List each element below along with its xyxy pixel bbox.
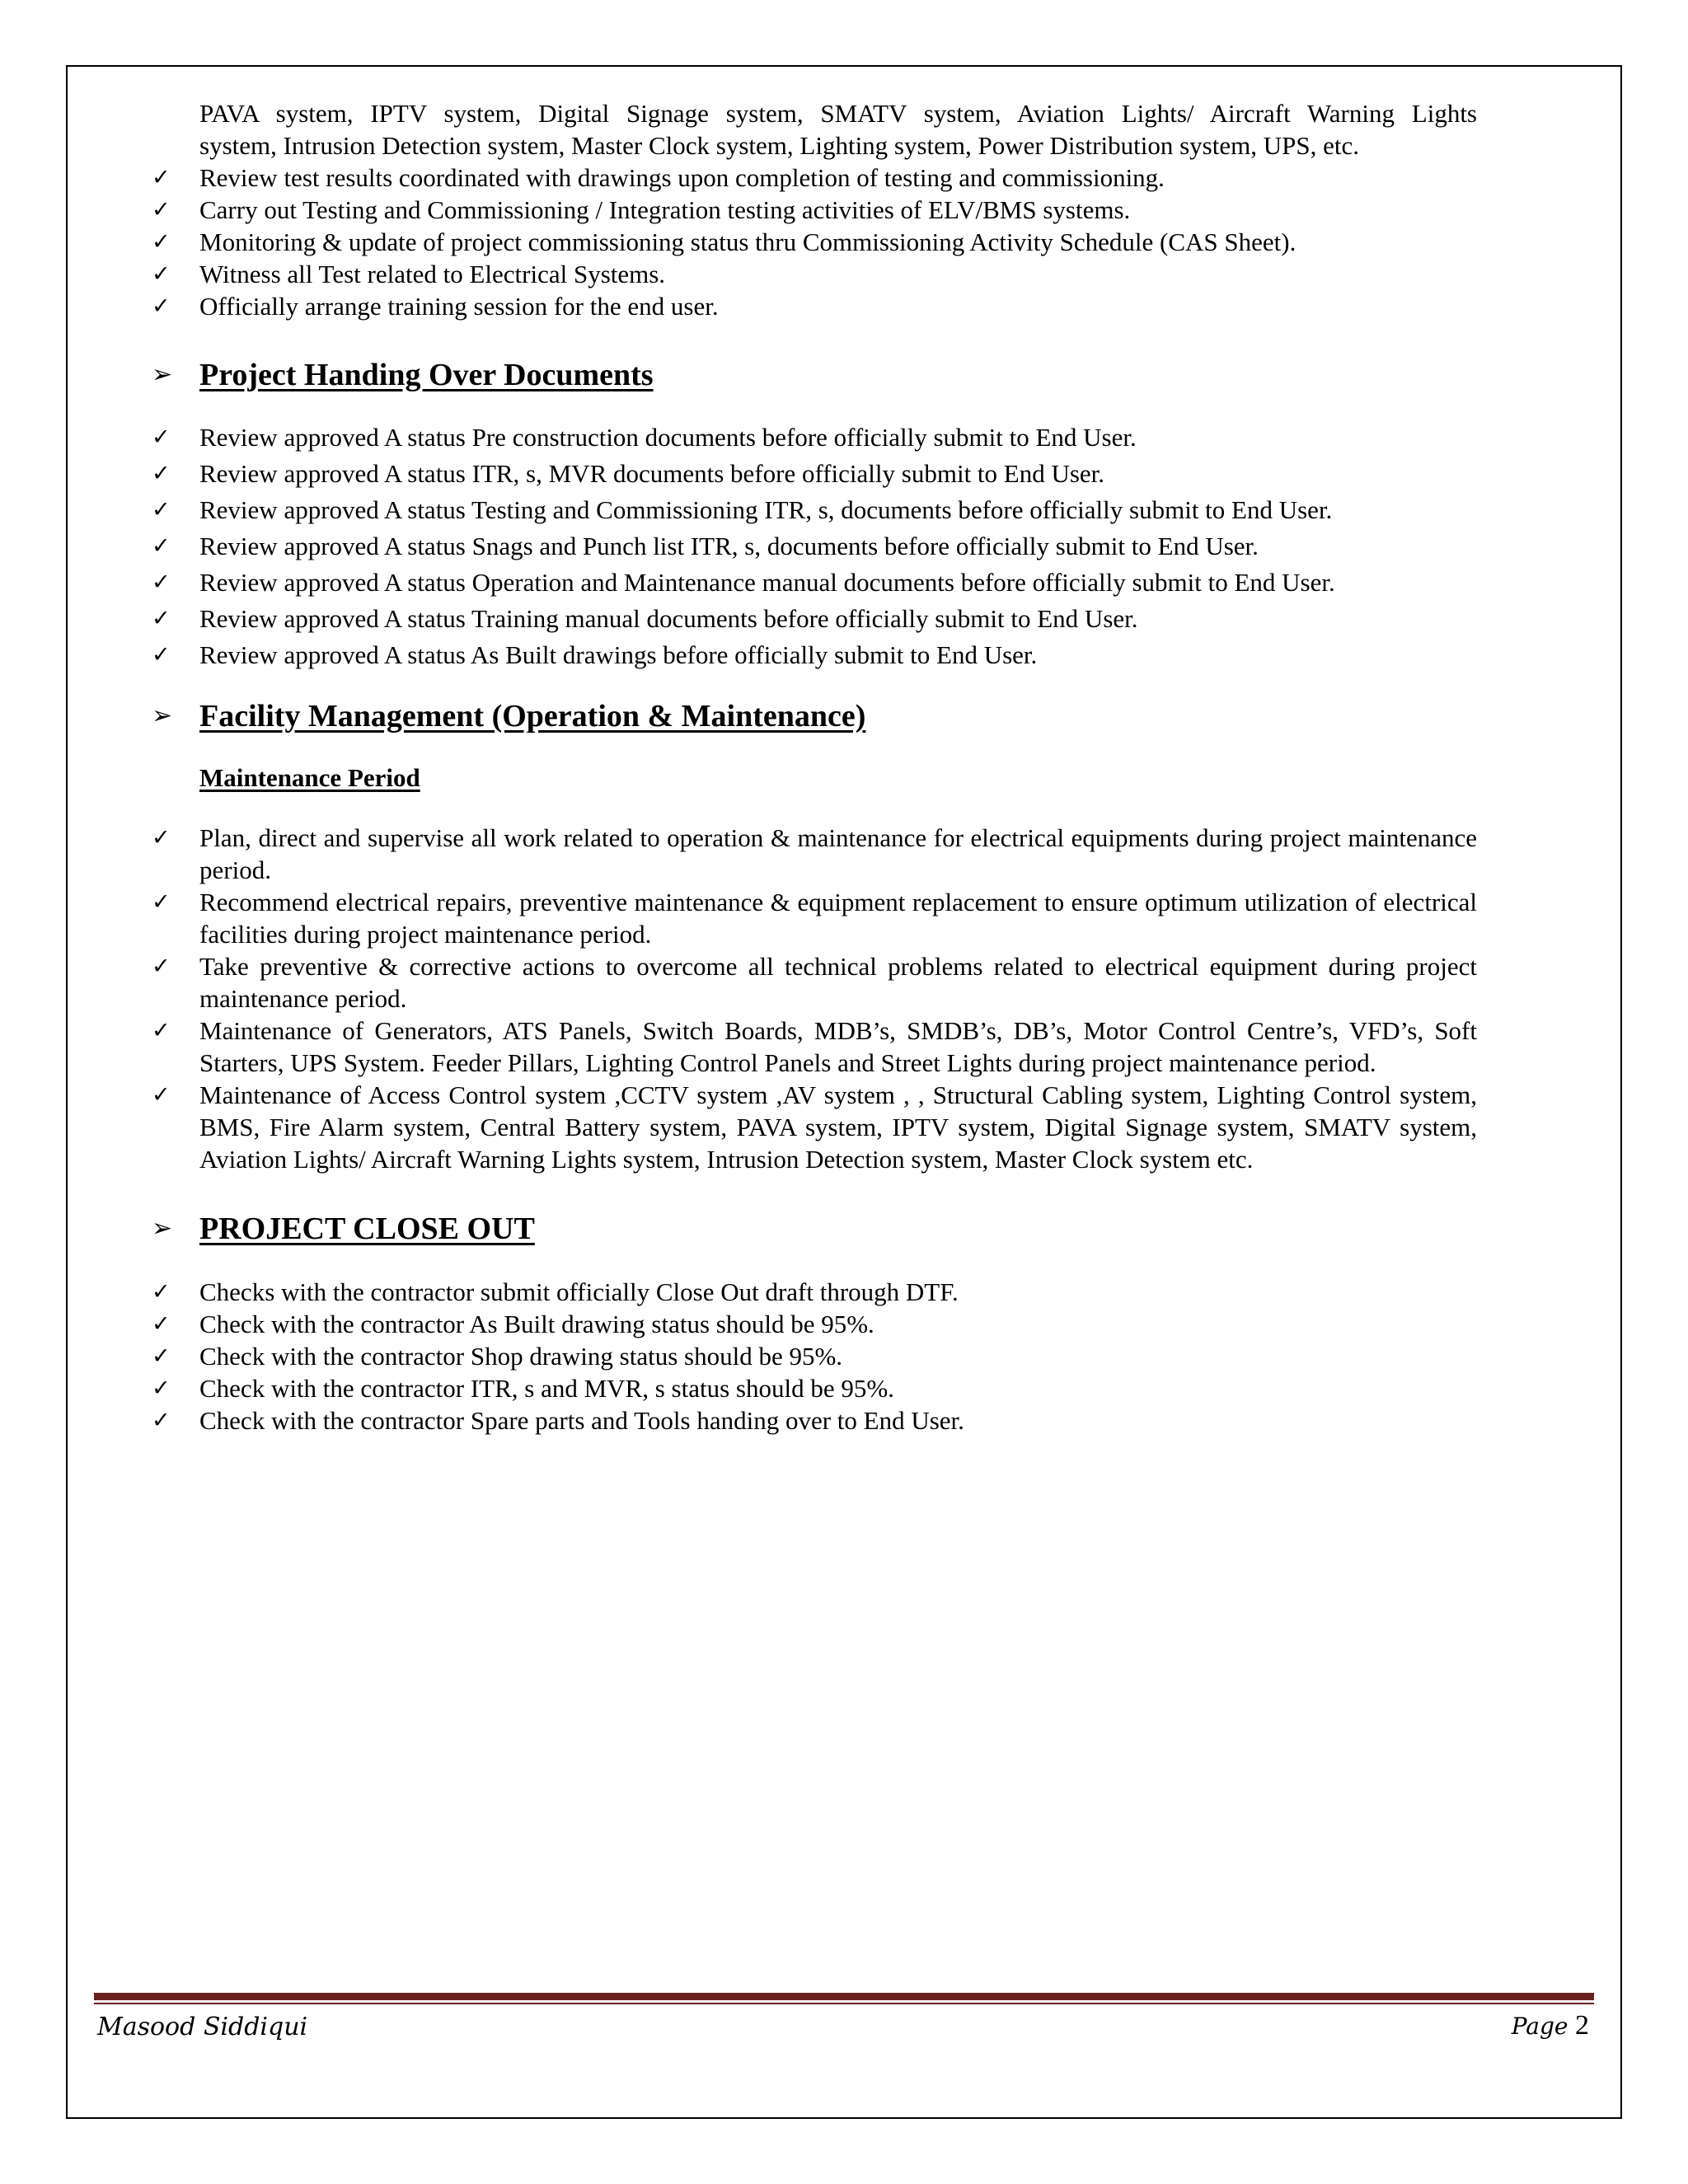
- section-heading-facility: ➢ Facility Management (Operation & Maintenance): [152, 699, 866, 733]
- list-item: [148, 1308, 1477, 1340]
- checkmark-icon: ✓: [152, 1082, 171, 1108]
- list-item-text: Checks with the contractor submit officially Close Out draft through DTF.: [199, 1277, 959, 1306]
- page-label: Page: [1511, 2013, 1568, 2040]
- section-heading-handover: ➢ Project Handing Over Documents: [152, 358, 654, 392]
- checkmark-icon: ✓: [152, 1018, 171, 1043]
- list-item-text: Officially arrange training session for the end user.: [199, 292, 719, 321]
- checkmark-icon: ✓: [152, 1279, 171, 1305]
- checkmark-icon: ✓: [152, 889, 171, 915]
- checkmark-icon: ✓: [152, 533, 171, 559]
- list-item-text: Recommend electrical repairs, preventive maintenance & equipment replacement to ensure optimum utilization of electrical facilities during project maintenance period.: [199, 888, 1477, 949]
- handover-check-list: [148, 421, 1477, 671]
- list-item: [148, 1015, 1477, 1079]
- arrow-bullet-icon: ➢: [152, 360, 173, 389]
- closeout-check-list: [148, 1276, 1477, 1436]
- footer-rule-thin: [94, 2003, 1594, 2004]
- list-item-text: Witness all Test related to Electrical Systems.: [199, 260, 666, 288]
- checkmark-icon: ✓: [152, 642, 171, 668]
- list-item-text: Maintenance of Generators, ATS Panels, Switch Boards, MDB’s, SMDB’s, DB’s, Motor Control Centre’s, VFD’s, Soft Starters, UPS System. Feeder Pillars, Lighting Control Panels and Street Lights during project maintenance period.: [199, 1016, 1477, 1077]
- list-item-text: Review approved A status Pre construction documents before officially submit to End User.: [199, 423, 1137, 452]
- document-body: [148, 97, 1477, 1436]
- list-item: [148, 258, 1477, 290]
- list-item: [148, 602, 1477, 635]
- arrow-bullet-icon: ➢: [152, 701, 173, 730]
- list-item: [148, 421, 1477, 453]
- list-item-text: Check with the contractor ITR, s and MVR, s status should be 95%.: [199, 1374, 894, 1403]
- checkmark-icon: ✓: [152, 293, 171, 319]
- footer-author: Masood Siddiqui: [97, 2013, 308, 2041]
- checkmark-icon: ✓: [152, 606, 171, 631]
- subheading-maintenance-period: Maintenance Period: [199, 763, 420, 792]
- list-item: [148, 822, 1477, 886]
- list-item-text: Review test results coordinated with drawings upon completion of testing and commissioning.: [199, 163, 1165, 192]
- list-item: [148, 1404, 1477, 1436]
- list-item-text: Carry out Testing and Commissioning / Integration testing activities of ELV/BMS systems.: [199, 195, 1131, 224]
- list-item-text: Review approved A status Operation and Maintenance manual documents before officially submit to End User.: [199, 568, 1335, 597]
- list-item: [148, 950, 1477, 1015]
- footer-rule: [94, 1993, 1594, 2000]
- arrow-bullet-icon: ➢: [152, 1214, 173, 1243]
- facility-check-list: [148, 822, 1477, 1175]
- checkmark-icon: ✓: [152, 197, 171, 223]
- checkmark-icon: ✓: [152, 261, 171, 287]
- page-number: 2: [1575, 2010, 1589, 2041]
- list-item: [148, 494, 1477, 526]
- list-item-text: Take preventive & corrective actions to overcome all technical problems related to electrical equipment during project maintenance period.: [199, 952, 1477, 1013]
- checkmark-icon: ✓: [152, 165, 171, 190]
- list-item-text: Review approved A status Training manual documents before officially submit to End User.: [199, 604, 1138, 633]
- checkmark-icon: ✓: [152, 1343, 171, 1369]
- list-item-text: Review approved A status ITR, s, MVR documents before officially submit to End User.: [199, 459, 1105, 488]
- list-item-text: Monitoring & update of project commissioning status thru Commissioning Activity Schedule (CAS Sheet).: [199, 227, 1296, 256]
- list-item-text: Maintenance of Access Control system ,CCTV system ,AV system , , Structural Cabling system, Lighting Control system, BMS, Fire Alarm system, Central Battery system, PAVA system, IPTV system, Digital Signage system, SMATV system, Aviation Lights/ Aircraft Warning Lights system, Intrusion Detection system, Master Clock system etc.: [199, 1080, 1477, 1174]
- checkmark-icon: ✓: [152, 497, 171, 523]
- checkmark-icon: ✓: [152, 1408, 171, 1433]
- list-item-text: Check with the contractor As Built drawing status should be 95%.: [199, 1310, 874, 1338]
- list-item-text: Review approved A status As Built drawings before officially submit to End User.: [199, 640, 1038, 669]
- list-item-text: Review approved A status Testing and Commissioning ITR, s, documents before officially submit to End User.: [199, 495, 1333, 524]
- list-item: [148, 530, 1477, 562]
- checkmark-icon: ✓: [152, 825, 171, 851]
- list-item-text: Plan, direct and supervise all work related to operation & maintenance for electrical equipments during project maintenance period.: [199, 823, 1477, 884]
- footer-page-number: [1512, 2009, 1589, 2043]
- checkmark-icon: ✓: [152, 1311, 171, 1337]
- list-item: [148, 194, 1477, 226]
- list-item: [148, 1372, 1477, 1404]
- list-item: [148, 290, 1477, 322]
- list-item: [148, 457, 1477, 490]
- checkmark-icon: ✓: [152, 424, 171, 450]
- checkmark-icon: ✓: [152, 1376, 171, 1401]
- list-item: [148, 639, 1477, 671]
- list-item-text: Check with the contractor Spare parts and Tools handing over to End User.: [199, 1406, 964, 1435]
- top-check-list: [148, 162, 1477, 322]
- section-heading-closeout: ➢ PROJECT CLOSE OUT: [152, 1212, 535, 1246]
- checkmark-icon: ✓: [152, 954, 171, 979]
- checkmark-icon: ✓: [152, 229, 171, 255]
- list-item-text: Review approved A status Snags and Punch list ITR, s, documents before officially submit to End User.: [199, 532, 1259, 560]
- intro-continuation: [148, 97, 1477, 162]
- list-item: [148, 162, 1477, 194]
- list-item: [148, 226, 1477, 258]
- list-item: [148, 1276, 1477, 1308]
- checkmark-icon: ✓: [152, 461, 171, 486]
- list-item-text: Check with the contractor Shop drawing status should be 95%.: [199, 1342, 843, 1371]
- intro-line: PAVA system, IPTV system, Digital Signage system, SMATV system, Aviation Lights/ Aircraft Warning Lights: [199, 99, 1477, 128]
- checkmark-icon: ✓: [152, 569, 171, 595]
- list-item: [148, 886, 1477, 950]
- list-item: [148, 1340, 1477, 1372]
- intro-line: system, Intrusion Detection system, Master Clock system, Lighting system, Power Distribution system, UPS, etc.: [199, 131, 1359, 160]
- list-item: [148, 1079, 1477, 1175]
- list-item: [148, 566, 1477, 598]
